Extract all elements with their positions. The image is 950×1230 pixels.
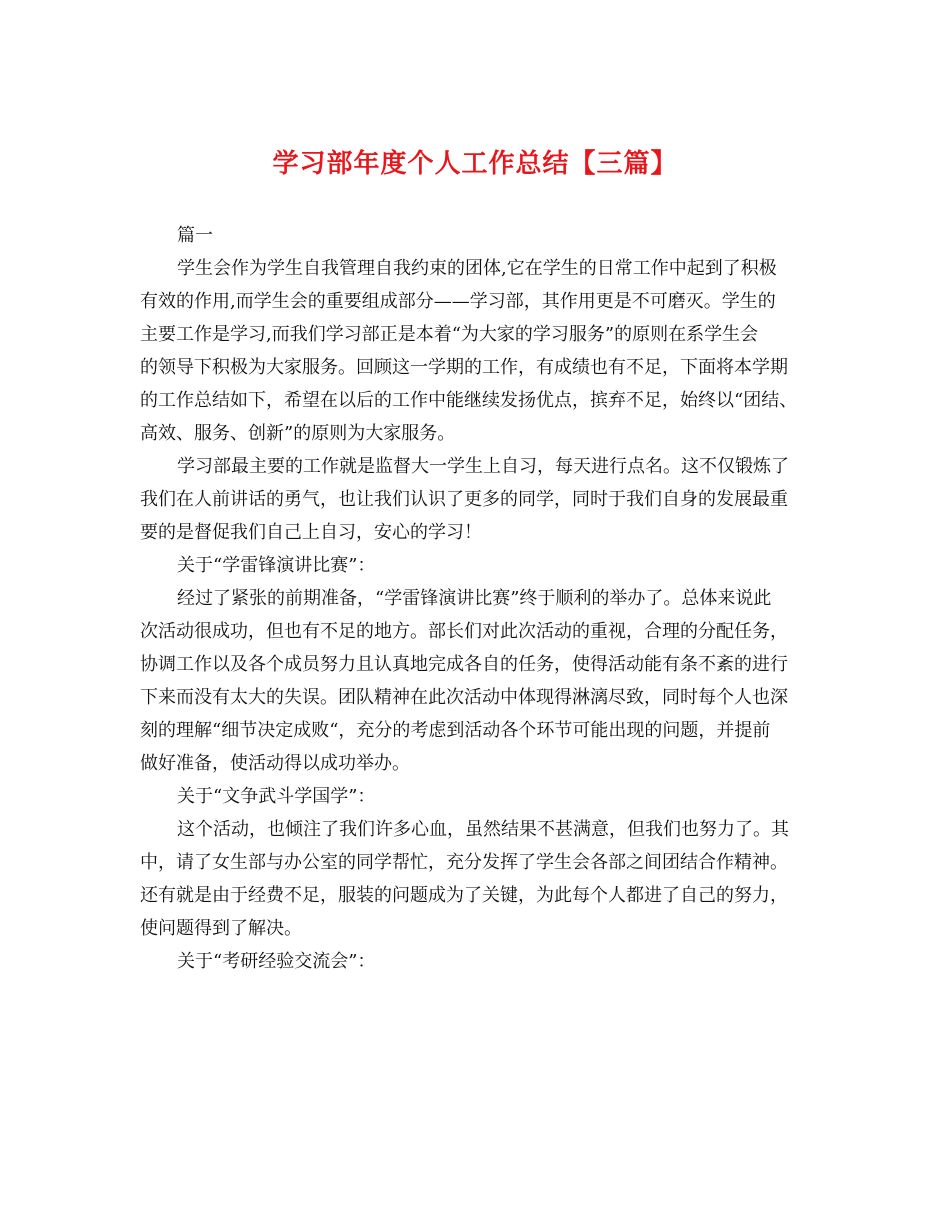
- text-line: 要的是督促我们自己上自习，安心的学习！: [140, 522, 482, 543]
- text-line: 有效的作用,而学生会的重要组成部分——学习部，其作用更是不可磨灭。学生的: [140, 291, 776, 312]
- text-line: 协调工作以及各个成员努力且认真地完成各自的任务，使得活动能有条不紊的进行: [140, 654, 788, 675]
- text-line: 学习部最主要的工作就是监督大一学生上自习，每天进行点名。这不仅锻炼了: [177, 456, 789, 477]
- text-line: 使问题得到了解决。: [140, 918, 302, 939]
- text-line: 的工作总结如下，希望在以后的工作中能继续发扬优点，摈弃不足，始终以“团结、: [140, 390, 798, 411]
- text-line: 做好准备，使活动得以成功举办。: [140, 753, 410, 774]
- text-line: 刻的理解“细节决定成败“，充分的考虑到活动各个环节可能出现的问题，并提前: [140, 720, 771, 741]
- text-line: 学生会作为学生自我管理自我约束的团体,它在学生的日常工作中起到了积极: [177, 258, 777, 279]
- text-line: 的领导下积极为大家服务。回顾这一学期的工作，有成绩也有不足，下面将本学期: [140, 357, 788, 378]
- text-line: 关于“文争武斗学国学”：: [177, 786, 376, 807]
- text-line: 关于“考研经验交流会”：: [177, 951, 376, 972]
- text-line: 中，请了女生部与办公室的同学帮忙，充分发挥了学生会各部之间团结合作精神。: [140, 852, 788, 873]
- text-line: 次活动很成功，但也有不足的地方。部长们对此次活动的重视，合理的分配任务，: [140, 621, 788, 642]
- document-title: 学习部年度个人工作总结【三篇】: [272, 149, 678, 179]
- text-line: 这个活动，也倾注了我们许多心血，虽然结果不甚满意，但我们也努力了。其: [177, 819, 789, 840]
- text-line: 下来而没有太大的失误。团队精神在此次活动中体现得淋漓尽致，同时每个人也深: [140, 687, 788, 708]
- text-line: 我们在人前讲话的勇气，也让我们认识了更多的同学，同时于我们自身的发展最重: [140, 489, 788, 510]
- text-line: 主要工作是学习,而我们学习部正是本着“为大家的学习服务”的原则在系学生会: [140, 324, 759, 345]
- text-line: 还有就是由于经费不足，服装的问题成为了关键，为此每个人都进了自己的努力，: [140, 885, 788, 906]
- text-line: 篇一: [177, 225, 213, 246]
- text-line: 经过了紧张的前期准备，“学雷锋演讲比赛”终于顺利的举办了。总体来说此: [177, 588, 772, 609]
- text-line: 关于“学雷锋演讲比赛”：: [177, 555, 376, 576]
- text-line: 高效、服务、创新”的原则为大家服务。: [140, 423, 456, 444]
- document-body: [140, 219, 830, 978]
